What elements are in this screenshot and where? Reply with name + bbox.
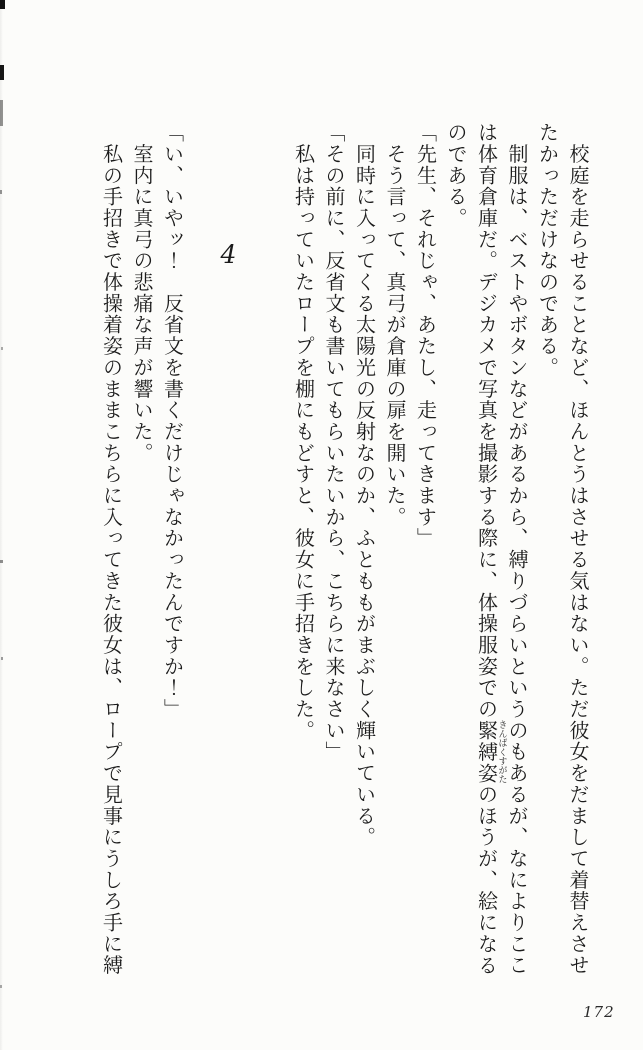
scan-artifact — [1, 347, 3, 350]
paragraph: 「その前に、反省文も書いてもらいたいから、こちらに来なさい」 — [322, 122, 346, 763]
paragraph: 室内に真弓の悲痛な声が響いた。 — [130, 122, 154, 464]
paragraph: 制服は、ベストやボタンなどがあるから、縛りづらいというのもあるが、なによりここは体育倉庫だ。デジカメで写真を撮影する際に、体操服姿での緊縛姿きんばくすがたのほうが、絵になるのである。 — [444, 122, 529, 977]
scan-artifact — [1, 657, 3, 660]
scan-artifact — [0, 985, 2, 988]
paragraph: 私は持っていたロープを棚にもどすと、彼女に手招きをした。 — [291, 122, 316, 742]
paragraph: 校庭を走らせることなど、ほんとうはさせる気はない。ただ彼女をだまして着替えさせたかっただけなのである。 — [535, 122, 590, 976]
paragraph: 「先生、それじゃ、あたし、走ってきます」 — [413, 122, 438, 549]
scan-artifact — [0, 0, 5, 9]
scan-artifact — [0, 560, 3, 563]
furigana-ruby: 緊縛姿きんばくすがた — [474, 719, 507, 784]
paragraph: 「い、いやッ！ 反省文を書くだけじゃなかったんですか！」 — [160, 122, 185, 720]
paragraph: 同時に入ってくる太陽光の反射なのか、ふとももがまぶしく輝いている。 — [352, 122, 377, 848]
vertical-text-area — [81, 122, 593, 978]
page-edge-shadow — [0, 0, 3, 1050]
page-number: 172 — [583, 1003, 615, 1021]
section-number: 4 — [214, 240, 243, 271]
scan-artifact — [0, 100, 3, 126]
paragraph: 私の手招きで体操着姿のままこちらに入ってきた彼女は、ロープで見事にうしろ手に縛 — [99, 122, 124, 976]
scan-artifact — [0, 65, 4, 80]
scan-artifact — [0, 190, 2, 194]
paragraph: そう言って、真弓が倉庫の扉を開いた。 — [383, 122, 407, 528]
